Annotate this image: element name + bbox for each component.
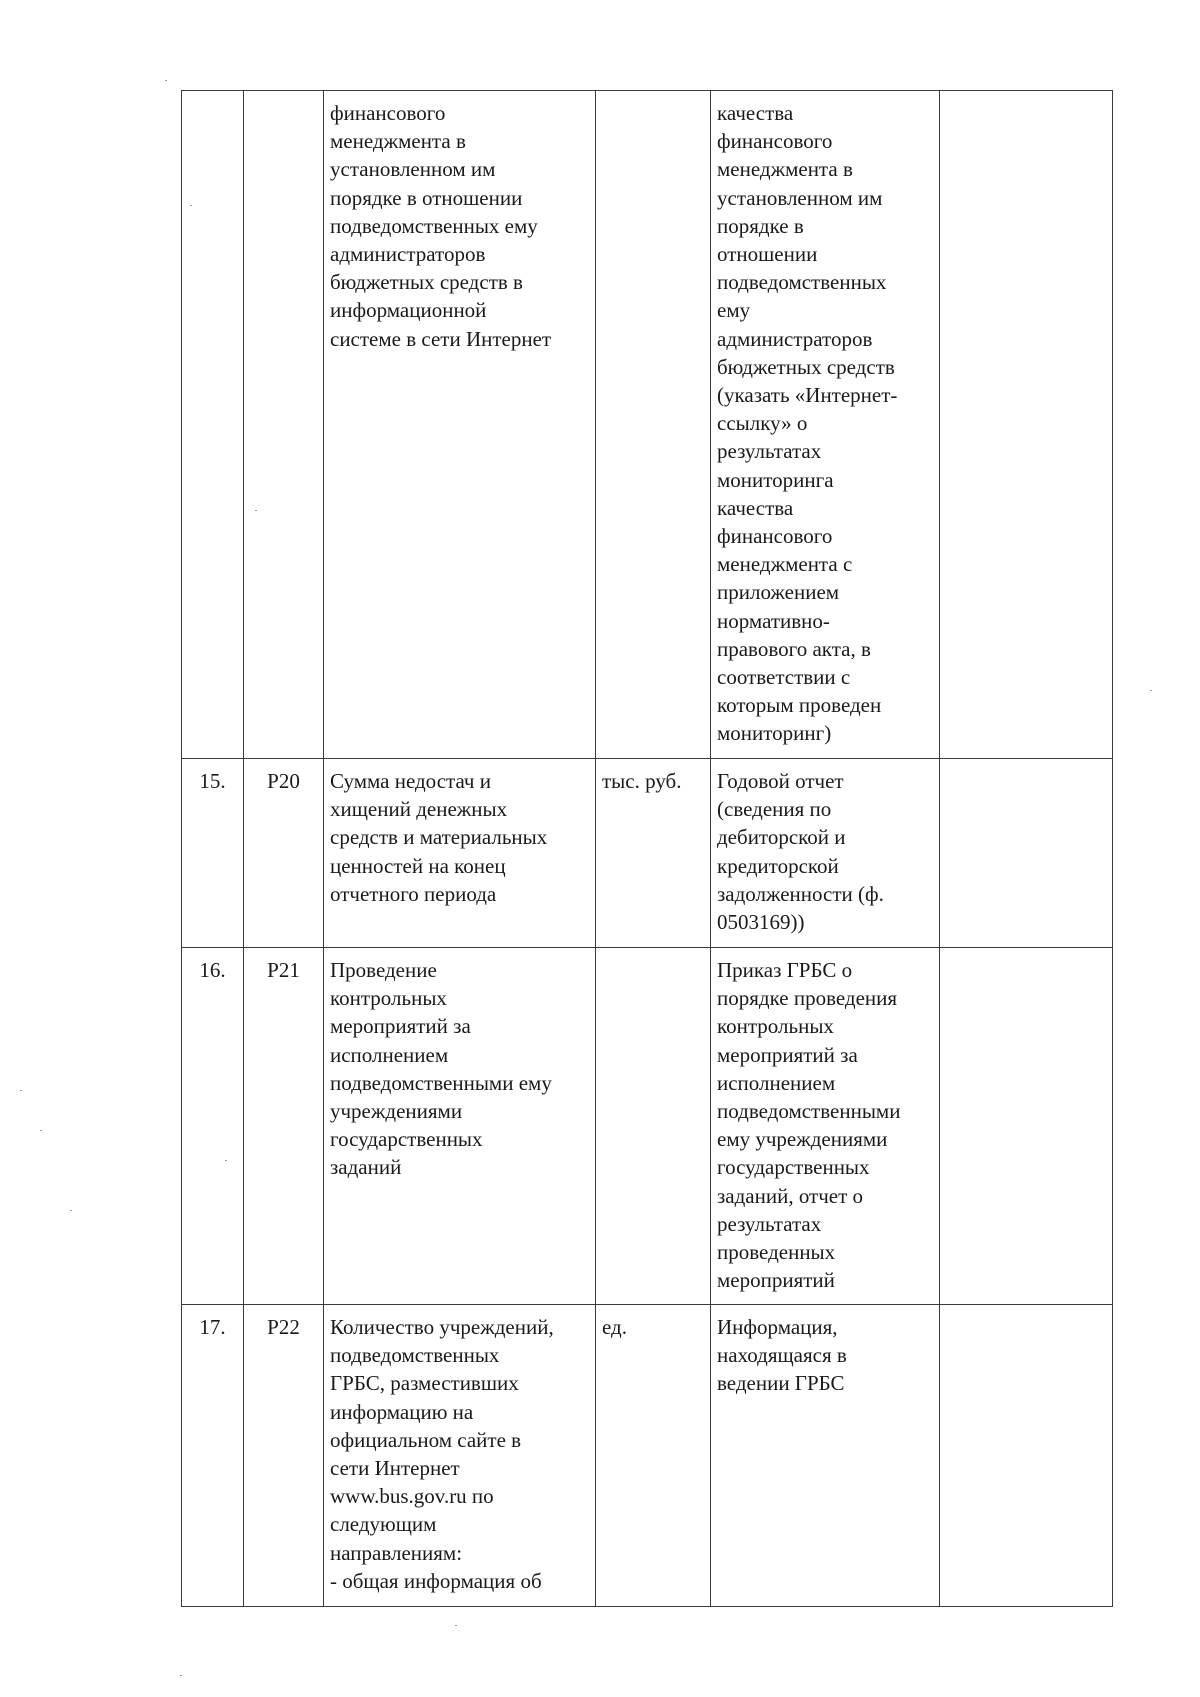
scan-speck — [40, 1130, 42, 1131]
unit-cell — [596, 91, 711, 759]
extra-cell — [940, 1305, 1113, 1607]
scan-speck — [190, 205, 192, 206]
scan-speck — [455, 1625, 457, 1626]
unit-cell: тыс. руб. — [596, 759, 711, 948]
scan-speck — [70, 1210, 72, 1211]
table-row — [182, 91, 1113, 759]
indicator-name-cell: финансового менеджмента в установленном им порядке в отношении подведомственных ему администраторов бюджетных средств в информационной системе в сети Интернет — [324, 91, 596, 759]
data-source-cell: Информация, находящаяся в ведении ГРБС — [711, 1305, 940, 1607]
table-row — [182, 1305, 1113, 1607]
extra-cell — [940, 91, 1113, 759]
extra-cell — [940, 948, 1113, 1305]
indicator-code-cell: Р22 — [244, 1305, 324, 1607]
indicator-name-cell: Количество учреждений, подведомственных ГРБС, разместивших информацию на официальном сайте в сети Интернет www.bus.gov.ru по следующим направлениям: - общая информация об — [324, 1305, 596, 1607]
table-row — [182, 948, 1113, 1305]
table-row — [182, 759, 1113, 948]
scan-speck — [165, 80, 167, 81]
indicator-name-cell: Сумма недостач и хищений денежных средств и материальных ценностей на конец отчетного периода — [324, 759, 596, 948]
unit-cell — [596, 948, 711, 1305]
data-source-cell: Приказ ГРБС о порядке проведения контрольных мероприятий за исполнением подведомственными ему учреждениями государственных заданий, отчет о результатах проведенных мероприятий — [711, 948, 940, 1305]
indicator-name-cell: Проведение контрольных мероприятий за исполнением подведомственными ему учреждениями государственных заданий — [324, 948, 596, 1305]
data-source-cell: Годовой отчет (сведения по дебиторской и кредиторской задолженности (ф. 0503169)) — [711, 759, 940, 948]
indicator-code-cell — [244, 91, 324, 759]
row-number-cell: 17. — [182, 1305, 244, 1607]
row-number-cell: 16. — [182, 948, 244, 1305]
scan-speck — [20, 1090, 22, 1091]
indicator-code-cell: Р21 — [244, 948, 324, 1305]
row-number-cell: 15. — [182, 759, 244, 948]
unit-cell: ед. — [596, 1305, 711, 1607]
scan-speck — [1150, 690, 1152, 691]
extra-cell — [940, 759, 1113, 948]
row-number-cell — [182, 91, 244, 759]
scan-speck — [225, 1160, 227, 1161]
indicator-code-cell: Р20 — [244, 759, 324, 948]
indicators-table — [181, 90, 1113, 1607]
scan-speck — [255, 510, 257, 511]
scan-speck — [180, 1675, 182, 1676]
data-source-cell: качества финансового менеджмента в установленном им порядке в отношении подведомственных ему администраторов бюджетных средств (указать «Интернет- ссылку» о результатах мониторинга качества финансового менеджмента с приложением нормативно- правового акта, в соответствии с которым проведен мониторинг) — [711, 91, 940, 759]
